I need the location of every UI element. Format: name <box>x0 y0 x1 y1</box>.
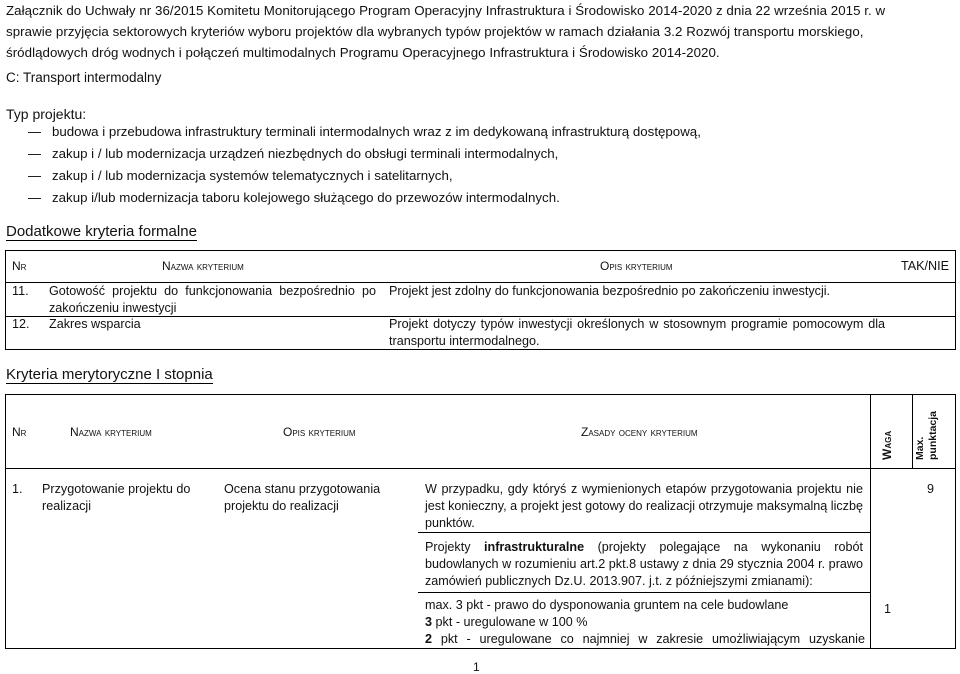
list-item: zakup i / lub modernizacja urządzeń niezbędnych do obsługi terminali intermodalnych, <box>30 143 701 165</box>
dash-bullet-icon <box>28 198 41 199</box>
merit-header-rules: Zasady oceny kryterium <box>581 425 698 439</box>
page-number: 1 <box>473 660 480 674</box>
header-line-3: śródlądowych dróg wodnych i połączeń multimodalnych Programu Operacyjnego Infrastruktura i Środowisko 2014-2020. <box>6 45 720 60</box>
header-line-1: Załącznik do Uchwały nr 36/2015 Komitetu Monitorującego Program Operacyjny Infrastruktura i Środowisko 2014-2020 z dnia 22 września 2015 r. w <box>6 3 886 18</box>
merit-row-max: 9 <box>927 482 935 496</box>
dash-bullet-icon <box>28 176 41 177</box>
merit-row-desc: Ocena stanu przygotowania projektu do realizacji <box>224 482 381 513</box>
formal-row-nr: 12. <box>12 317 30 331</box>
merit-row-name: Przygotowanie projektu do realizacji <box>42 482 191 513</box>
project-types-list <box>30 121 701 209</box>
formal-header-nr: Nr <box>12 259 27 273</box>
header-line-2: sprawie przyjęcia sektorowych kryteriów wyboru projektów dla wybranych typów projektów w ramach działania 3.2 Rozwój transportu morskiego, <box>6 24 864 39</box>
merit-header-weight: Waga <box>880 430 894 460</box>
merit-header-name: Nazwa kryterium <box>70 425 152 439</box>
list-item: zakup i/lub modernizacja taboru kolejowego służącego do przewozów intermodalnych. <box>30 187 701 209</box>
dash-bullet-icon <box>28 154 41 155</box>
list-item: budowa i przebudowa infrastruktury terminali intermodalnych wraz z im dedykowaną infrastrukturą dostępową, <box>30 121 701 143</box>
formal-header-yn: TAK/NIE <box>901 259 950 273</box>
section-title: C: Transport intermodalny <box>6 70 162 85</box>
merit-criteria-heading: Kryteria merytoryczne I stopnia <box>6 366 213 383</box>
merit-rules-paragraph-1: W przypadku, gdy któryś z wymienionych etapów przygotowania projektu nie jest konieczny, a projekt jest gotowy do realizacji otrzymuje maksymalną liczbę punktów. <box>425 482 863 530</box>
list-item: zakup i / lub modernizacja systemów telematycznych i satelitarnych, <box>30 165 701 187</box>
formal-criteria-heading: Dodatkowe kryteria formalne <box>6 223 197 240</box>
formal-row-name: Zakres wsparcia <box>49 317 141 331</box>
project-type-label: Typ projektu: <box>6 106 87 122</box>
formal-row-desc: Projekt dotyczy typów inwestycji określonych w stosownym programie pomocowym dla transportu intermodalnego. <box>389 317 885 348</box>
merit-rules-paragraph-2: Projekty infrastrukturalne (projekty polegające na wykonaniu robót budowlanych w rozumieniu art.2 pkt.8 ustawy z dnia 29 stycznia 2004 r. prawo zamówień publicznych Dz.U. 2013.907. j.t. z późniejszymi zmianami): <box>425 540 863 588</box>
formal-header-name: Nazwa kryterium <box>162 259 244 273</box>
merit-row-nr: 1. <box>12 482 23 496</box>
document-header <box>6 0 952 63</box>
dash-bullet-icon <box>28 132 41 133</box>
merit-header-desc: Opis kryterium <box>283 425 356 439</box>
merit-row-weight: 1 <box>884 602 892 616</box>
merit-header-nr: Nr <box>12 425 27 439</box>
merit-header-max: Max. punktacja <box>914 410 939 460</box>
formal-row-nr: 11. <box>12 284 29 298</box>
formal-row-desc: Projekt jest zdolny do funkcjonowania bezpośrednio po zakończeniu inwestycji. <box>389 284 831 298</box>
formal-row-name: Gotowość projektu do funkcjonowania bezpośrednio po zakończeniu inwestycji <box>49 284 376 315</box>
formal-header-desc: Opis kryterium <box>600 259 673 273</box>
merit-rules-paragraph-3: max. 3 pkt - prawo do dysponowania gruntem na cele budowlane 3 pkt - uregulowane w 100 % 2 pkt - uregulowane co najmniej w zakresie umożliwiającym uzyskanie <box>425 598 865 646</box>
